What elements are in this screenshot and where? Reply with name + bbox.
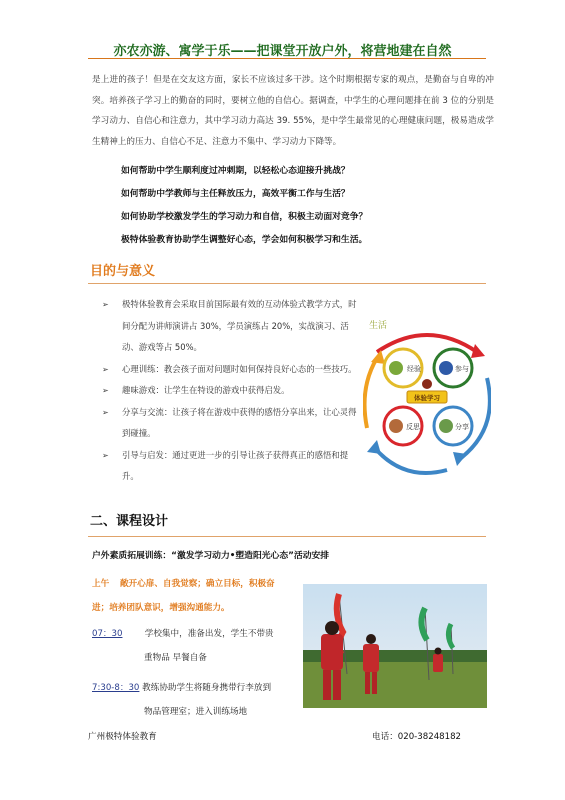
node-label-participate: 参与 (455, 365, 469, 373)
question-2: 如何帮助中学教师与主任释放压力，高效平衡工作与生活？ (121, 189, 350, 199)
arrow-bullet-icon: ➢ (102, 407, 109, 417)
arrow-head-icon (471, 344, 485, 358)
node-label-experience: 经验 (407, 365, 421, 373)
schedule-row (92, 622, 274, 646)
bullet-text: 趣味游戏：让学生在特设的游戏中获得启发。 (122, 385, 290, 395)
schedule-text-continued: 重物品 早餐自备 (144, 653, 207, 663)
arrow-bullet-icon: ➢ (102, 386, 109, 395)
cycle-arrow (365, 358, 377, 428)
node-label-reflect: 反思 (406, 423, 420, 431)
section-title-course: 二、课程设计 (90, 514, 169, 529)
header-divider (88, 58, 486, 59)
schedule-time: 7:30-8：30 (92, 683, 140, 693)
bullet-item (102, 445, 364, 488)
diagram-top-label: 生活 (369, 321, 388, 331)
schedule-text: 教练协助学生将随身携带行李放到 (142, 683, 272, 693)
cycle-arrow (373, 446, 447, 473)
schedule-row (92, 676, 271, 700)
bullet-text: 引导与启发：通过更进一步的引导让孩子获得真正的感悟和提升。 (122, 449, 349, 481)
intro-paragraph: 是上进的孩子！但是在交友这方面，家长不应该过多干涉。这个时期根据专家的观点，是勤奋与自卑的冲突。培养孩子学习上的勤奋的同时，要树立他的自信心。据调查，中学生的心理问题排在前 3 位的分别是学习动力、自信心和注意力，其中学习动力高达 39. 55%，是中学生最常见的心理健康问题，极易造成学生精神上的压力、自信心不足、注意力不集中、学习动力下降等。 (92, 75, 494, 147)
footer-organization: 广州极特体验教育 (88, 732, 157, 742)
page-header-title: 亦农亦游、寓学于乐——把课堂开放户外，将营地建在自然 (113, 44, 452, 59)
footer-phone: 电话：020-38248182 (372, 732, 462, 742)
section-divider (88, 283, 486, 284)
schedule-text: 学校集中，准备出发，学生不带贵 (144, 629, 274, 639)
schedule-text-continued: 物品管理室；进入训练场地 (144, 707, 248, 717)
arrow-head-icon (453, 452, 467, 466)
morning-line-2: 进；培养团队意识，增强沟通能力。 (92, 603, 230, 613)
arrow-bullet-icon: ➢ (102, 450, 109, 460)
node-photo-icon (439, 361, 453, 375)
section-title-purpose: 目的与意义 (90, 264, 156, 279)
learning-cycle-diagram (363, 318, 491, 478)
bullet-text: 心理训练：教会孩子面对问题时如何保持良好心态的一些技巧。 (122, 363, 357, 374)
section-divider (88, 536, 486, 537)
activity-title: 户外素质拓展训练：“激发学习动力•塑造阳光心态”活动安排 (92, 551, 330, 561)
arrow-bullet-icon: ➢ (102, 300, 109, 309)
cycle-arrow (377, 335, 477, 352)
outdoor-training-photo (303, 584, 487, 708)
node-label-share: 分享 (455, 423, 469, 431)
purpose-bullet-list (102, 294, 364, 488)
morning-text: 敞开心扉、自我觉察；确立目标，积极奋 (119, 579, 275, 589)
question-4: 极特体验教育协助学生调整好心态，学会如何积极学习和生活。 (121, 235, 368, 245)
schedule-time: 07：30 (92, 629, 123, 639)
question-1: 如何帮助中学生顺利度过冲刺期，以轻松心态迎接升挑战？ (121, 166, 350, 176)
node-photo-icon (389, 361, 403, 375)
bullet-item (102, 359, 364, 381)
figure-icon (422, 379, 432, 389)
bullet-item (102, 294, 364, 359)
node-photo-icon (439, 419, 453, 433)
arrow-head-icon (367, 440, 381, 454)
center-label: 体验学习 (414, 394, 440, 402)
morning-line-1 (92, 572, 275, 596)
bullet-item (102, 380, 364, 402)
morning-label: 上午 (92, 579, 110, 589)
bullet-text: 极特体验教育会采取目前国际最有效的互动体验式教学方式，时间分配为讲师演讲占 30%，学员演练占 20%，实战演习、活动、游戏等占 50%。 (122, 299, 357, 352)
node-photo-icon (389, 419, 403, 433)
question-3: 如何协助学校激发学生的学习动力和自信，积极主动面对竞争？ (121, 212, 368, 222)
arrow-bullet-icon: ➢ (102, 364, 109, 374)
bullet-item (102, 402, 364, 445)
bullet-text: 分享与交流：让孩子将在游戏中获得的感悟分享出来，让心灵得到碰撞。 (122, 406, 357, 438)
